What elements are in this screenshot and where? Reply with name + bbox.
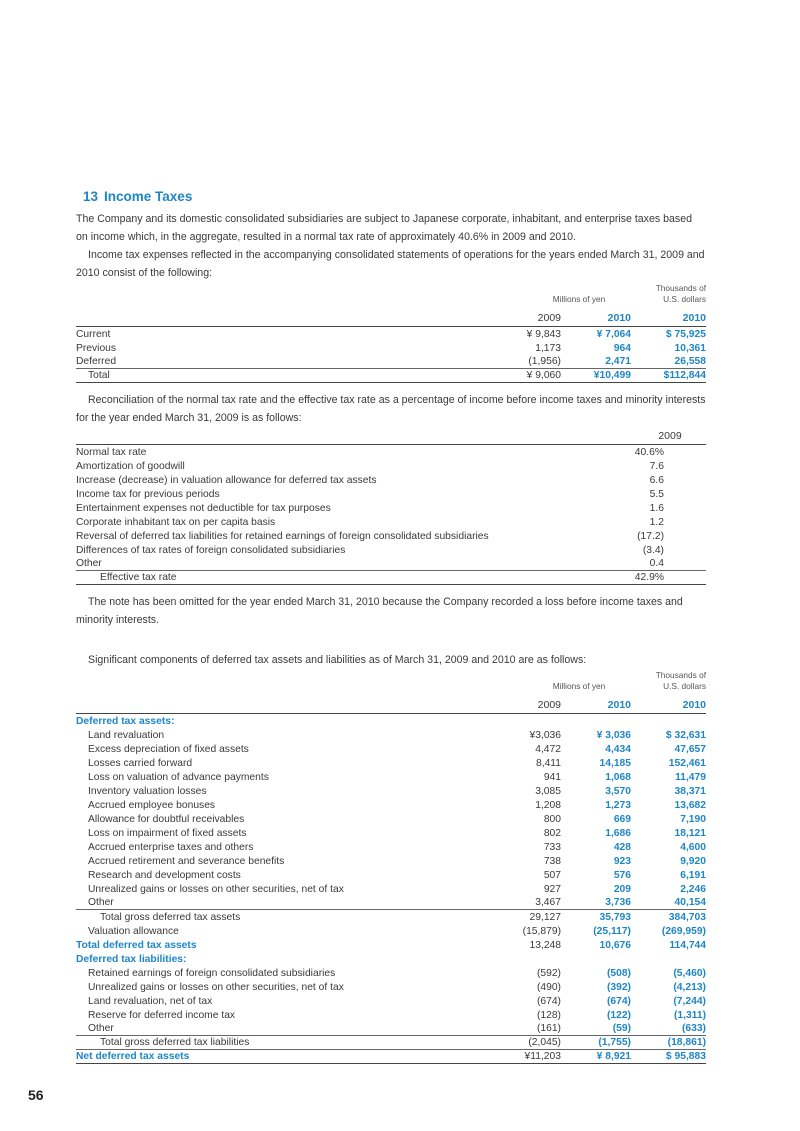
value-usd-2010: 9,920 — [680, 855, 706, 867]
value-2010: 1,068 — [605, 771, 631, 783]
row-label: Total — [88, 370, 110, 381]
value-usd-2010: 47,657 — [674, 743, 706, 755]
unit-yen-label: Millions of yen — [552, 294, 606, 304]
value-2010: 3,570 — [605, 785, 631, 797]
row-label: Research and development costs — [88, 869, 241, 881]
row-label: Income tax for previous periods — [76, 488, 220, 500]
value-2009: 1.2 — [649, 516, 664, 528]
paragraph-3: Reconciliation of the normal tax rate and the effective tax rate as a percentage of income before income taxes and minority interests for the year ended March 31, 2009 is as follows: — [76, 394, 706, 424]
value-2009: 8,411 — [535, 757, 561, 769]
value-2009: 3,085 — [535, 785, 561, 797]
value-2009: 927 — [543, 883, 561, 895]
value-2010: ¥ 8,921 — [596, 1051, 631, 1062]
table-row — [76, 714, 706, 728]
value-2009: (128) — [536, 1009, 561, 1021]
value-usd-2010: 11,479 — [675, 771, 706, 783]
value-usd-2010: (633) — [681, 1023, 706, 1034]
value-2010: ¥10,499 — [593, 370, 631, 381]
row-label: Current — [76, 328, 111, 340]
row-label: Retained earnings of foreign consolidated subsidiaries — [88, 967, 336, 979]
value-usd-2010: 4,600 — [680, 841, 706, 853]
value-2010: 428 — [613, 841, 631, 853]
table-row — [76, 487, 706, 501]
value-usd-2010: $ 95,883 — [665, 1051, 706, 1062]
value-usd-2010: 40,154 — [674, 897, 706, 908]
value-2009: 1,173 — [535, 342, 561, 354]
paragraph-4: The note has been omitted for the year ended March 31, 2010 because the Company recorded a loss before income taxes and minority interests. — [76, 596, 683, 626]
value-usd-2010: 26,558 — [674, 356, 706, 367]
table-row — [76, 501, 706, 515]
year-usd-2010: 2010 — [682, 312, 706, 324]
unit-header — [76, 282, 706, 310]
value-2009: (674) — [536, 995, 561, 1007]
table-row — [76, 854, 706, 868]
row-label: Other — [88, 1023, 114, 1034]
value-2009: 42.9% — [634, 572, 664, 583]
table-row — [76, 445, 706, 459]
table-row — [76, 840, 706, 854]
deferred-tax-table — [76, 669, 706, 1064]
value-usd-2010: 38,371 — [674, 785, 706, 797]
value-2009: 13,248 — [529, 939, 561, 951]
value-2010: (25,117) — [593, 925, 631, 937]
table-row — [76, 812, 706, 826]
row-label: Reserve for deferred income tax — [88, 1009, 236, 1021]
table-row — [76, 369, 706, 383]
year-header — [76, 310, 706, 327]
value-2010: (508) — [606, 967, 631, 979]
value-usd-2010: 6,191 — [680, 869, 706, 881]
row-label: Differences of tax rates of foreign consolidated subsidiaries — [76, 544, 346, 556]
year-2010-2: 2010 — [607, 699, 631, 711]
row-label: Accrued employee bonuses — [88, 799, 216, 811]
row-label: Loss on impairment of fixed assets — [88, 827, 247, 839]
table-row — [76, 938, 706, 952]
value-2009: 1.6 — [649, 502, 664, 514]
value-2009: 941 — [543, 771, 561, 783]
table-row — [76, 571, 706, 585]
value-2009: 5.5 — [649, 488, 664, 500]
table-row — [76, 1022, 706, 1036]
row-label: Total gross deferred tax assets — [100, 911, 241, 923]
value-2010: (674) — [606, 995, 631, 1007]
value-2009: ¥ 9,060 — [526, 370, 561, 381]
table-row — [76, 896, 706, 910]
table-row — [76, 868, 706, 882]
row-label: Net deferred tax assets — [76, 1051, 190, 1062]
value-2010: 35,793 — [599, 911, 631, 923]
value-2009: 40.6% — [634, 446, 664, 458]
row-label: Valuation allowance — [88, 925, 179, 937]
value-usd-2010: 152,461 — [668, 757, 706, 769]
year-usd-2010-2: 2010 — [682, 699, 706, 711]
value-2009: ¥11,203 — [524, 1051, 561, 1062]
row-label: Unrealized gains or losses on other securities, net of tax — [88, 883, 344, 895]
row-label: Previous — [76, 342, 117, 354]
value-2010: 669 — [613, 813, 631, 825]
value-usd-2010: 7,190 — [680, 813, 706, 825]
table-row — [76, 1050, 706, 1064]
section-number: 13 — [83, 189, 99, 204]
value-2010: (122) — [606, 1009, 631, 1021]
page-number: 56 — [28, 1087, 44, 1103]
value-2010: 4,434 — [605, 743, 631, 755]
unit-usd-line1-2: Thousands of — [655, 670, 706, 680]
row-label: Excess depreciation of fixed assets — [88, 743, 249, 755]
row-label: Allowance for doubtful receivables — [88, 813, 245, 825]
table-row — [76, 882, 706, 896]
value-2009: (161) — [536, 1023, 561, 1034]
value-2010: ¥ 3,036 — [596, 729, 631, 741]
table-row — [76, 459, 706, 473]
value-2009: 7.6 — [649, 460, 664, 472]
value-usd-2010: 384,703 — [668, 911, 706, 923]
value-usd-2010: 114,744 — [669, 939, 706, 951]
value-2010: 2,471 — [605, 356, 631, 367]
table-row — [76, 515, 706, 529]
table-row — [76, 529, 706, 543]
table-row — [76, 355, 706, 369]
value-2009: (592) — [536, 967, 561, 979]
row-label: Deferred — [76, 356, 117, 367]
row-label: Amortization of goodwill — [76, 460, 185, 472]
value-2009: (1,956) — [528, 356, 561, 367]
value-2009: 800 — [543, 813, 561, 825]
value-2009: 3,467 — [535, 897, 561, 908]
row-label: Other — [76, 558, 102, 569]
year-2010: 2010 — [607, 312, 631, 324]
table-row — [76, 994, 706, 1008]
value-2010: 576 — [613, 869, 631, 881]
value-2009: (3.4) — [642, 544, 664, 556]
row-label: Accrued retirement and severance benefits — [88, 855, 285, 867]
unit-usd-line2-2: U.S. dollars — [663, 681, 706, 691]
table-row — [76, 980, 706, 994]
tax-rate-reconciliation-table — [76, 427, 706, 585]
value-2009: 738 — [543, 855, 561, 867]
table-row — [76, 756, 706, 770]
value-2010: 10,676 — [599, 939, 631, 951]
value-2009: 1,208 — [535, 799, 561, 811]
table-row — [76, 966, 706, 980]
value-2009: 6.6 — [649, 474, 664, 486]
row-label: Effective tax rate — [100, 572, 177, 583]
value-2009: 507 — [543, 869, 561, 881]
value-2010: 1,273 — [605, 799, 631, 811]
table-row — [76, 557, 706, 571]
table-row — [76, 784, 706, 798]
value-2009: (15,879) — [522, 925, 561, 937]
value-usd-2010: 18,121 — [674, 827, 706, 839]
value-usd-2010: $112,844 — [663, 370, 706, 381]
value-usd-2010: 13,682 — [674, 799, 706, 811]
row-label: Deferred tax liabilities: — [76, 953, 187, 965]
value-2010: ¥ 7,064 — [596, 328, 631, 340]
value-2009: (2,045) — [528, 1037, 561, 1048]
row-label: Other — [88, 897, 114, 908]
section-heading — [83, 189, 706, 204]
value-2009: 802 — [543, 827, 561, 839]
value-usd-2010: $ 75,925 — [665, 328, 706, 340]
value-usd-2010: (7,244) — [673, 995, 706, 1007]
value-2009: 29,127 — [529, 911, 561, 923]
row-label: Inventory valuation losses — [88, 785, 207, 797]
value-usd-2010: (269,959) — [661, 925, 706, 937]
row-label: Reversal of deferred tax liabilities for retained earnings of foreign consolidated subsidiaries — [76, 530, 489, 542]
value-2010: (1,755) — [598, 1037, 631, 1048]
value-usd-2010: (18,861) — [667, 1037, 706, 1048]
value-2010: (59) — [612, 1023, 631, 1034]
row-label: Loss on valuation of advance payments — [88, 771, 269, 783]
row-label: Normal tax rate — [76, 446, 147, 458]
value-2009: 4,472 — [535, 743, 561, 755]
value-usd-2010: (1,311) — [673, 1009, 706, 1021]
value-2010: (392) — [606, 981, 631, 993]
unit-usd-line2: U.S. dollars — [663, 294, 706, 304]
row-label: Corporate inhabitant tax on per capita basis — [76, 516, 276, 528]
row-label: Total gross deferred tax liabilities — [100, 1037, 250, 1048]
paragraph-5: Significant components of deferred tax assets and liabilities as of March 31, 2009 and 2010 are as follows: — [88, 654, 587, 666]
value-usd-2010: (5,460) — [673, 967, 706, 979]
row-label: Losses carried forward — [88, 757, 193, 769]
value-2009: 733 — [543, 841, 561, 853]
value-usd-2010: (4,213) — [673, 981, 706, 993]
value-2009: 0.4 — [649, 558, 664, 569]
table-row — [76, 327, 706, 341]
table-row — [76, 826, 706, 840]
table-row — [76, 910, 706, 924]
unit-yen-label-2: Millions of yen — [552, 681, 606, 691]
row-label: Total deferred tax assets — [76, 939, 197, 951]
paragraph-1: The Company and its domestic consolidated subsidiaries are subject to Japanese corporate, inhabitant, and enterprise taxes based on income which, in the aggregate, resulted in a normal tax rate of approximately 40.6% in 2009 and 2010. — [76, 213, 692, 243]
row-label: Land revaluation — [88, 729, 165, 741]
table-row — [76, 543, 706, 557]
reconciliation-header — [76, 427, 706, 445]
row-label: Land revaluation, net of tax — [88, 995, 213, 1007]
table-row — [76, 1036, 706, 1050]
year-2009-2: 2009 — [537, 699, 561, 711]
value-2010: 1,686 — [605, 827, 631, 839]
year-2009: 2009 — [537, 312, 561, 324]
value-2009: (490) — [536, 981, 561, 993]
table-row — [76, 798, 706, 812]
table-row — [76, 341, 706, 355]
value-usd-2010: 2,246 — [680, 883, 706, 895]
table-row — [76, 1008, 706, 1022]
table-row — [76, 473, 706, 487]
table-row — [76, 952, 706, 966]
value-2010: 964 — [613, 342, 631, 354]
table-row — [76, 770, 706, 784]
unit-usd-line1: Thousands of — [655, 283, 706, 293]
row-label: Unrealized gains or losses on other securities, net of tax — [88, 981, 344, 993]
unit-header-2 — [76, 669, 706, 697]
paragraph-2: Income tax expenses reflected in the accompanying consolidated statements of operations for the years ended March 31, 2009 and 2010 consist of the following: — [76, 249, 705, 279]
value-2010: 3,736 — [605, 897, 631, 908]
value-2009: ¥ 9,843 — [526, 328, 561, 340]
income-tax-expense-table — [76, 282, 706, 383]
row-label: Accrued enterprise taxes and others — [88, 841, 254, 853]
section-title: Income Taxes — [104, 189, 193, 204]
reconciliation-year: 2009 — [658, 430, 682, 442]
value-2010: 209 — [613, 883, 631, 895]
value-2010: 923 — [613, 855, 631, 867]
year-header-2 — [76, 697, 706, 714]
note-content — [76, 189, 706, 1064]
value-usd-2010: 10,361 — [674, 342, 706, 354]
value-2010: 14,185 — [599, 757, 631, 769]
row-label: Entertainment expenses not deductible for tax purposes — [76, 502, 331, 514]
table-row — [76, 924, 706, 938]
value-usd-2010: $ 32,631 — [665, 729, 706, 741]
row-label: Increase (decrease) in valuation allowance for deferred tax assets — [76, 474, 377, 486]
table-row — [76, 742, 706, 756]
row-label: Deferred tax assets: — [76, 715, 175, 727]
table-row — [76, 728, 706, 742]
value-2009: (17.2) — [637, 530, 664, 542]
value-2009: ¥3,036 — [529, 729, 561, 741]
